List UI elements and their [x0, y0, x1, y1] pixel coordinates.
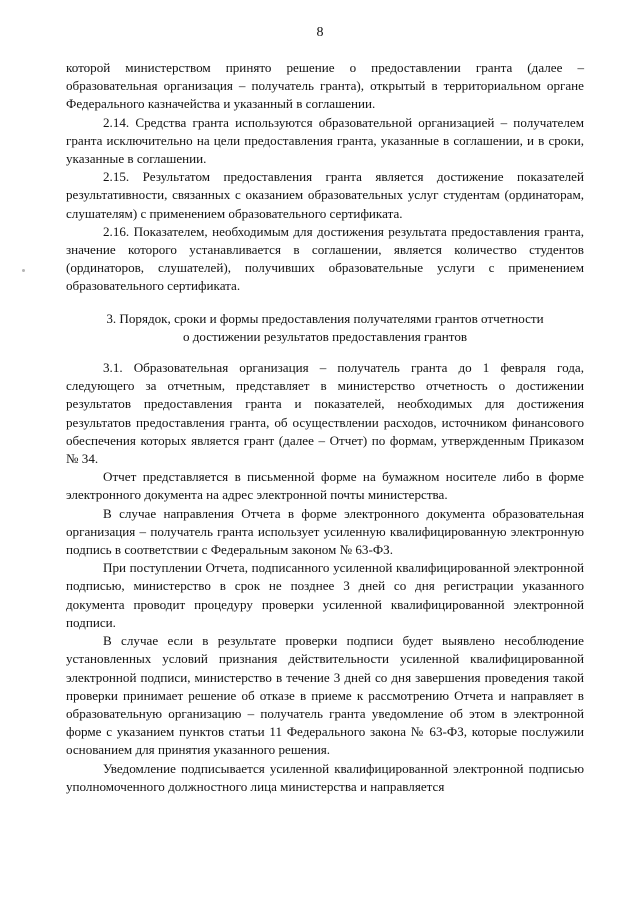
paragraph-2-16: 2.16. Показателем, необходимым для достижения результата предоставления гранта, значение которого устанавливается в соглашении, является количество студентов (ординаторов, слушателей), получивших образовательные услуги с применением образовательного сертификата. — [66, 223, 584, 294]
page-number: 8 — [316, 25, 324, 40]
paragraph-report-form: Отчет представляется в письменной форме на бумажном носителе либо в форме электронного документа на адрес электронной почты министерства. — [66, 469, 584, 503]
paragraph-continuation: которой министерством принято решение о предоставлении гранта (далее – образовательная организация – получатель гранта), открытый в территориальном органе Федерального казначейства и указанный в соглашении. — [66, 60, 584, 112]
section-3-heading — [66, 310, 584, 346]
paragraph-electronic-report: В случае направления Отчета в форме электронного документа образовательная организация – получатель гранта использует усиленную квалифицированную электронную подпись в соответствии с Федеральным законом № 63-ФЗ. — [66, 505, 584, 558]
paragraph-notification: Уведомление подписывается усиленной квалифицированной электронной подписью уполномоченного должностного лица министерства и направляется — [66, 760, 584, 794]
paragraph-rejection: В случае если в результате проверки подписи будет выявлено несоблюдение установленных условий признания действительности усиленной квалифицированной электронной подписи, министерство в течение 3 дней со дня завершения проведения такой проверки принимает решение об отказе в приеме к рассмотрению Отчета и направляет в образовательную организацию – получатель гранта уведомление об этом в электронной форме с указанием пунктов статьи 11 Федерального закона № 63-ФЗ, которые послужили основанием для принятия указанного решения. — [66, 633, 584, 758]
document-body — [66, 59, 584, 796]
paragraph-2-14: 2.14. Средства гранта используются образовательной организацией – получателем гранта исключительно на цели предоставления гранта, указанные в соглашении, и в сроки, указанные в соглашении. — [66, 114, 584, 167]
section-heading-line-2: о достижении результатов предоставления грантов — [182, 328, 468, 344]
paragraph-2-15: 2.15. Результатом предоставления гранта является достижение показателей результативности, связанных с оказанием образовательных услуг студентам (ординаторам, слушателям) с применением образовательного сертификата. — [66, 169, 584, 221]
section-heading-line-1: 3. Порядок, сроки и формы предоставления получателями грантов отчетности — [106, 310, 544, 326]
paragraph-signature-check: При поступлении Отчета, подписанного усиленной квалифицированной электронной подписью, министерство в срок не позднее 3 дней со дня регистрации указанного документа проводит процедуру проверки усиленной квалифицированной электронной подписи. — [66, 560, 584, 630]
scan-speck — [22, 269, 25, 272]
paragraph-3-1: 3.1. Образовательная организация – получатель гранта до 1 февраля года, следующего за отчетным, представляет в министерство отчетность о достижении результатов предоставления гранта и показателей, необходимых для достижения результатов предоставления гранта, об осуществлении расходов, источником финансового обеспечения которых является грант (далее – Отчет) по формам, утвержденным Приказом № 34. — [66, 360, 584, 467]
